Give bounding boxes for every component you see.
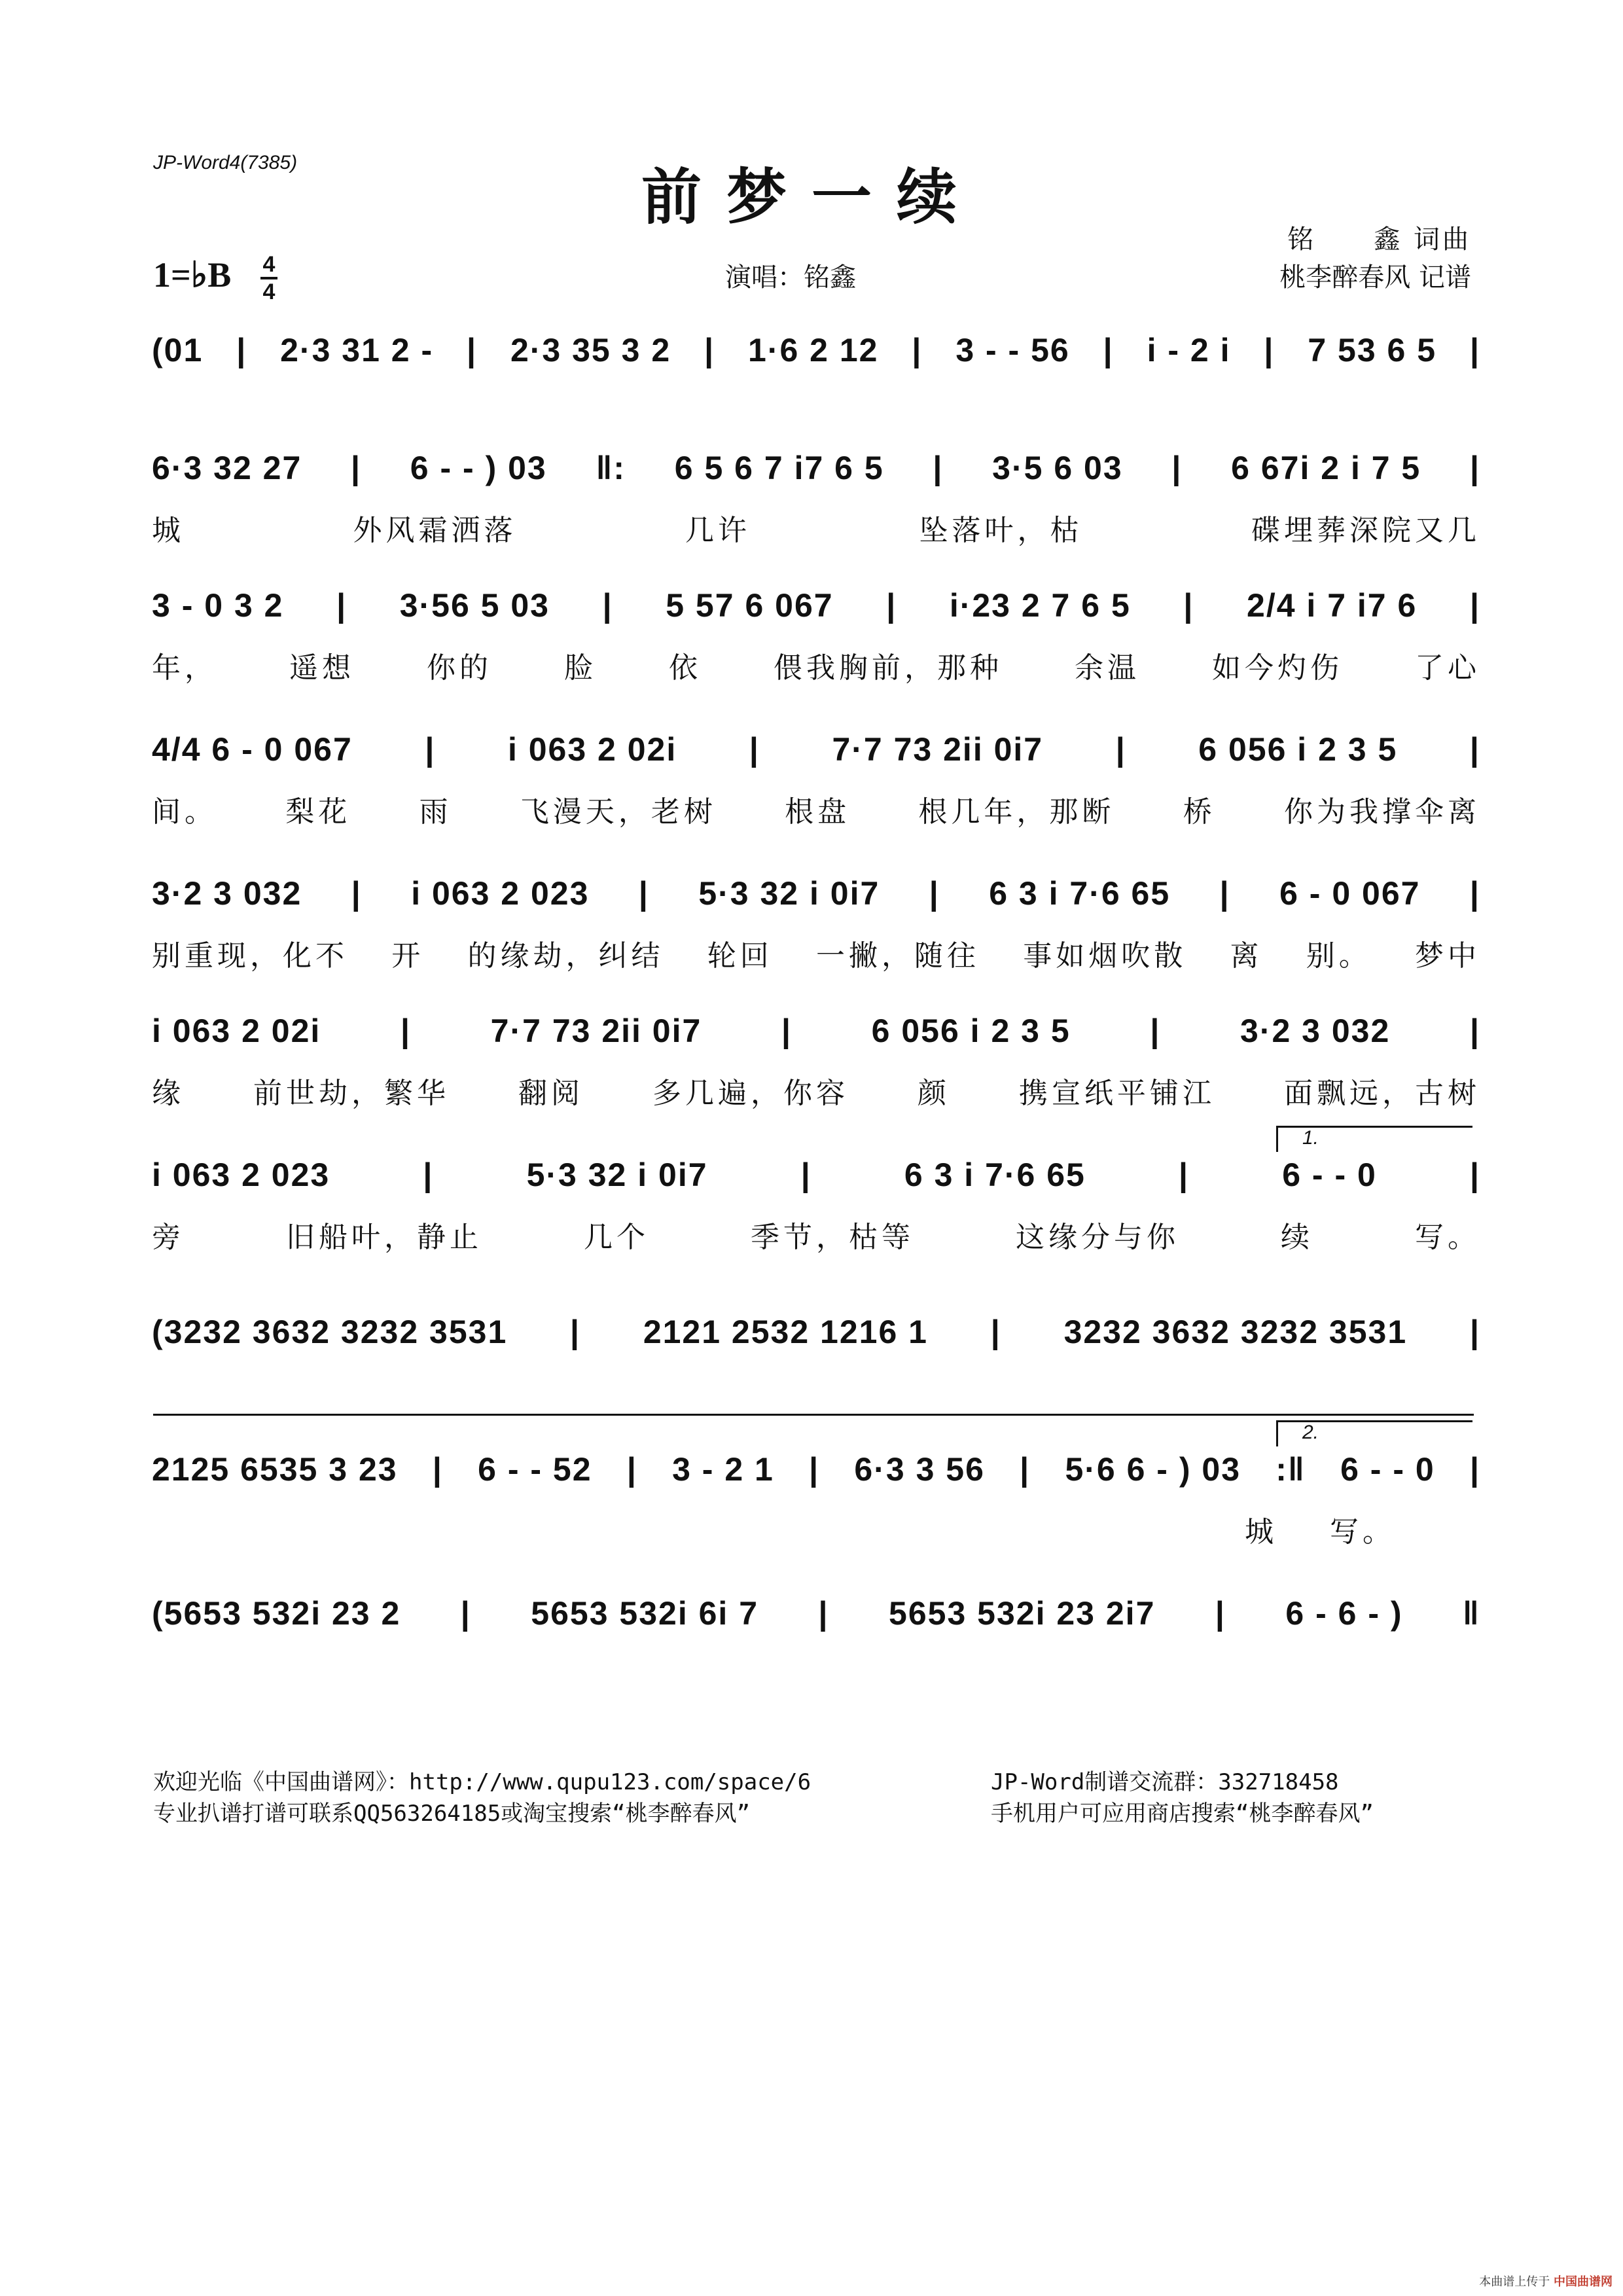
volta-label: 2. xyxy=(1302,1422,1319,1443)
barline: | xyxy=(1219,875,1230,912)
transcriber-credit: 桃李醉春风 记谱 xyxy=(1279,262,1471,293)
barline: | xyxy=(800,1157,812,1193)
barline: | xyxy=(1469,731,1480,768)
barline: | xyxy=(809,1451,820,1488)
score-row xyxy=(0,445,1623,547)
measure: i 063 2 023 xyxy=(152,1157,330,1193)
measure: 3 - - 56 xyxy=(955,332,1070,368)
barline: ‖ xyxy=(1463,1595,1480,1632)
footer-app-line: 手机用户可应用商店搜索“桃李醉春风” xyxy=(991,1801,1374,1827)
notation-line xyxy=(152,327,1480,373)
barline: | xyxy=(912,332,923,368)
stamp-prefix: 本曲谱上传于 xyxy=(1479,2275,1550,2289)
score-row xyxy=(0,1309,1623,1368)
lyric-segment: 梦中 xyxy=(1415,939,1480,973)
lyric-segment: 年， xyxy=(152,651,217,685)
score-row xyxy=(0,726,1623,829)
system-separator xyxy=(153,1414,1474,1416)
lyric-segment: 别重现，化不 xyxy=(152,939,348,973)
lyric-segment: 城 xyxy=(152,514,185,547)
lyrics-line xyxy=(152,932,1480,974)
barline: | xyxy=(1150,1013,1161,1049)
barline: | xyxy=(423,1157,434,1193)
measure: 6 - - 0 xyxy=(1340,1451,1435,1488)
lyric-segment: 如今灼伤 xyxy=(1212,651,1343,685)
barline: | xyxy=(1469,875,1480,912)
footer-group-line: JP-Word制谱交流群：332718458 xyxy=(991,1769,1339,1795)
measure: 6 056 i 2 3 5 xyxy=(1198,731,1398,768)
measure: 2121 2532 1216 1 xyxy=(643,1314,928,1350)
measure: i 063 2 02i xyxy=(152,1013,321,1049)
barline: :‖ xyxy=(1275,1451,1306,1488)
notation-line xyxy=(152,870,1480,916)
time-signature-top: 4 xyxy=(262,252,276,277)
barline: | xyxy=(400,1013,411,1049)
barline: | xyxy=(1215,1595,1226,1632)
measure: 5·6 6 - ) 03 xyxy=(1065,1451,1241,1488)
measure: (3232 3632 3232 3531 xyxy=(152,1314,508,1350)
lyric-segment: 缘 xyxy=(152,1077,185,1110)
lyric-segment: 根盘 xyxy=(785,795,851,829)
lyric-segment: 坠落叶，枯 xyxy=(919,514,1083,547)
lyric-segment: 事如烟吹散 xyxy=(1023,939,1187,973)
barline: | xyxy=(818,1595,829,1632)
barline: | xyxy=(1469,332,1480,368)
barline: | xyxy=(1179,1157,1190,1193)
barline: | xyxy=(1183,587,1194,624)
barline: | xyxy=(990,1314,1001,1350)
stamp-brand: 中国曲谱网 xyxy=(1554,2275,1613,2289)
lyric-segment: 依 xyxy=(669,651,702,685)
score-row xyxy=(0,1127,1623,1254)
barline: | xyxy=(1469,1013,1480,1049)
software-label: JP-Word4(7385) xyxy=(153,152,298,173)
measure: 6·3 3 56 xyxy=(854,1451,985,1488)
lyric-segment: 轮回 xyxy=(707,939,773,973)
lyric-segment: 了心 xyxy=(1415,651,1480,685)
measure: 6 - - ) 03 xyxy=(410,450,547,486)
barline: | xyxy=(781,1013,792,1049)
lyric-segment: 开 xyxy=(391,939,425,973)
lyric-segment: 飞漫天，老树 xyxy=(520,795,717,829)
barline: | xyxy=(1469,587,1480,624)
notation-line xyxy=(152,1309,1480,1355)
measure: 3232 3632 3232 3531 xyxy=(1063,1314,1408,1350)
measure: 4/4 6 - 0 067 xyxy=(152,731,353,768)
barline: | xyxy=(351,450,362,486)
measure: 5·3 32 i 0i7 xyxy=(526,1157,708,1193)
barline: | xyxy=(1469,1157,1480,1193)
lyric-segment: 桥 xyxy=(1183,795,1216,829)
measure: i - 2 i xyxy=(1147,332,1231,368)
lyric-segment: 别。 xyxy=(1306,939,1372,973)
barline: | xyxy=(1469,1314,1480,1350)
notation-line xyxy=(152,1008,1480,1054)
barline: | xyxy=(1020,1451,1031,1488)
barline: | xyxy=(704,332,715,368)
lyrics-line xyxy=(152,1508,1480,1550)
measure: (5653 532i 23 2 xyxy=(152,1595,401,1632)
notation-line xyxy=(152,1590,1480,1636)
barline: | xyxy=(460,1595,471,1632)
barline: | xyxy=(749,731,760,768)
measure: 6 056 i 2 3 5 xyxy=(871,1013,1071,1049)
barline: | xyxy=(1264,332,1275,368)
lyric-segment: 翻阅 xyxy=(518,1077,584,1110)
lyric-segment: 写。 xyxy=(1330,1515,1395,1549)
barline: ‖: xyxy=(596,450,626,486)
lyrics-line xyxy=(152,1213,1480,1255)
lyric-segment: 旁 xyxy=(152,1221,185,1254)
measure: 2125 6535 3 23 xyxy=(152,1451,398,1488)
lyric-segment: 你的 xyxy=(427,651,492,685)
measure: 5653 532i 6i 7 xyxy=(531,1595,759,1632)
upload-stamp xyxy=(1479,2272,1613,2289)
lyrics-line xyxy=(152,507,1480,548)
lyric-segment: 续 xyxy=(1281,1221,1313,1254)
lyric-segment: 离 xyxy=(1230,939,1263,973)
singer-credit: 演唱：铭鑫 xyxy=(725,262,856,293)
lyric-segment: 几许 xyxy=(685,514,751,547)
lyric-segment: 写。 xyxy=(1415,1221,1480,1254)
barline: | xyxy=(432,1451,443,1488)
lyric-segment: 偎我胸前，那种 xyxy=(774,651,1003,685)
measure: (01 xyxy=(152,332,204,368)
lyric-segment: 几个 xyxy=(584,1221,649,1254)
measure: 2·3 31 2 - xyxy=(280,332,434,368)
notation-line xyxy=(152,445,1480,491)
measure: 3 - 2 1 xyxy=(672,1451,774,1488)
lyric-segment: 旧船叶，静止 xyxy=(286,1221,482,1254)
lyric-segment: 遥想 xyxy=(289,651,355,685)
measure: 6 - - 0 xyxy=(1282,1157,1377,1193)
score-row xyxy=(0,1590,1623,1649)
measure: i·23 2 7 6 5 xyxy=(949,587,1131,624)
score-row xyxy=(0,1422,1623,1549)
barline: | xyxy=(1171,450,1183,486)
score-row xyxy=(0,327,1623,386)
footer-site-line: 欢迎光临《中国曲谱网》：http://www.qupu123.com/space/6 xyxy=(153,1769,812,1795)
measure: 7·7 73 2ii 0i7 xyxy=(832,731,1044,768)
notation-line xyxy=(152,726,1480,772)
measure: 6 67i 2 i 7 5 xyxy=(1231,450,1421,486)
score-row xyxy=(0,583,1623,685)
barline: | xyxy=(351,875,362,912)
barline: | xyxy=(1115,731,1126,768)
measure: 2/4 i 7 i7 6 xyxy=(1247,587,1418,624)
measure: 6·3 32 27 xyxy=(152,450,302,486)
lyric-segment: 携宣纸平铺江 xyxy=(1019,1077,1215,1110)
lyric-segment: 前世劫，繁华 xyxy=(253,1077,450,1110)
lyrics-line xyxy=(152,788,1480,830)
barline: | xyxy=(236,332,247,368)
measure: 6 3 i 7·6 65 xyxy=(989,875,1171,912)
barline: | xyxy=(886,587,897,624)
measure: 3·5 6 03 xyxy=(992,450,1123,486)
lyric-segment: 碟埋葬深院又几 xyxy=(1251,514,1480,547)
lyric-segment: 外风霜洒落 xyxy=(353,514,517,547)
barline: | xyxy=(638,875,649,912)
measure: 5·3 32 i 0i7 xyxy=(698,875,880,912)
barline: | xyxy=(933,450,944,486)
lyric-segment: 这缘分与你 xyxy=(1016,1221,1179,1254)
lyric-segment: 颜 xyxy=(918,1077,950,1110)
notation-line xyxy=(152,1152,1480,1198)
notation-line xyxy=(152,583,1480,628)
measure: i 063 2 02i xyxy=(507,731,677,768)
volta-tick xyxy=(1276,1420,1278,1446)
lyric-segment: 梨花 xyxy=(285,795,351,829)
barline: | xyxy=(602,587,613,624)
barline: | xyxy=(570,1314,581,1350)
barline: | xyxy=(1470,450,1480,486)
footer-contact-line: 专业扒谱打谱可联系QQ563264185或淘宝搜索“桃李醉春风” xyxy=(153,1801,751,1827)
lyric-segment: 多几遍，你容 xyxy=(652,1077,849,1110)
measure: 3 - 0 3 2 xyxy=(152,587,284,624)
score-row xyxy=(0,870,1623,973)
barline: | xyxy=(1469,1451,1480,1488)
measure: 6 3 i 7·6 65 xyxy=(904,1157,1086,1193)
measure: 5653 532i 23 2i7 xyxy=(889,1595,1156,1632)
lyric-segment: 根几年，那断 xyxy=(918,795,1115,829)
barline: | xyxy=(929,875,940,912)
lyric-segment: 你为我撑伞离 xyxy=(1283,795,1480,829)
lyrics-line xyxy=(152,1069,1480,1111)
measure: 7·7 73 2ii 0i7 xyxy=(490,1013,702,1049)
key-signature: 1=♭B xyxy=(153,255,232,295)
lyric-segment: 间。 xyxy=(152,795,217,829)
measure: 6 5 6 7 i7 6 5 xyxy=(674,450,884,486)
measure: 7 53 6 5 xyxy=(1308,332,1437,368)
lyric-segment: 城 xyxy=(1245,1515,1277,1549)
time-signature xyxy=(260,253,277,304)
measure: 1·6 2 12 xyxy=(747,332,879,368)
measure: 2·3 35 3 2 xyxy=(510,332,671,368)
lyric-segment: 的缘劫，纠结 xyxy=(467,939,664,973)
barline: | xyxy=(425,731,436,768)
lyric-segment: 余温 xyxy=(1075,651,1140,685)
measure: 5 57 6 067 xyxy=(666,587,834,624)
volta-label: 1. xyxy=(1302,1127,1319,1149)
lyric-segment: 一撇，随往 xyxy=(816,939,980,973)
score-row xyxy=(0,1008,1623,1110)
measure: 3·56 5 03 xyxy=(399,587,550,624)
lyric-segment: 季节，枯等 xyxy=(751,1221,914,1254)
notation-line xyxy=(152,1446,1480,1492)
composer-credit: 铭 鑫 词曲 xyxy=(1287,224,1471,255)
score-title: 前梦一续 xyxy=(641,162,982,232)
barline: | xyxy=(336,587,348,624)
lyrics-line xyxy=(152,644,1480,686)
lyric-segment: 面飘远，古树 xyxy=(1284,1077,1480,1110)
barline: | xyxy=(626,1451,637,1488)
lyric-segment: 脸 xyxy=(564,651,597,685)
measure: 3·2 3 032 xyxy=(1240,1013,1391,1049)
measure: 6 - - 52 xyxy=(478,1451,592,1488)
measure: i 063 2 023 xyxy=(411,875,590,912)
time-signature-bottom: 4 xyxy=(262,279,276,304)
measure: 3·2 3 032 xyxy=(152,875,302,912)
measure: 6 - 6 - ) xyxy=(1285,1595,1403,1632)
barline: | xyxy=(467,332,478,368)
barline: | xyxy=(1103,332,1114,368)
measure: 6 - 0 067 xyxy=(1279,875,1421,912)
volta-tick xyxy=(1276,1126,1278,1152)
lyric-segment: 雨 xyxy=(419,795,452,829)
